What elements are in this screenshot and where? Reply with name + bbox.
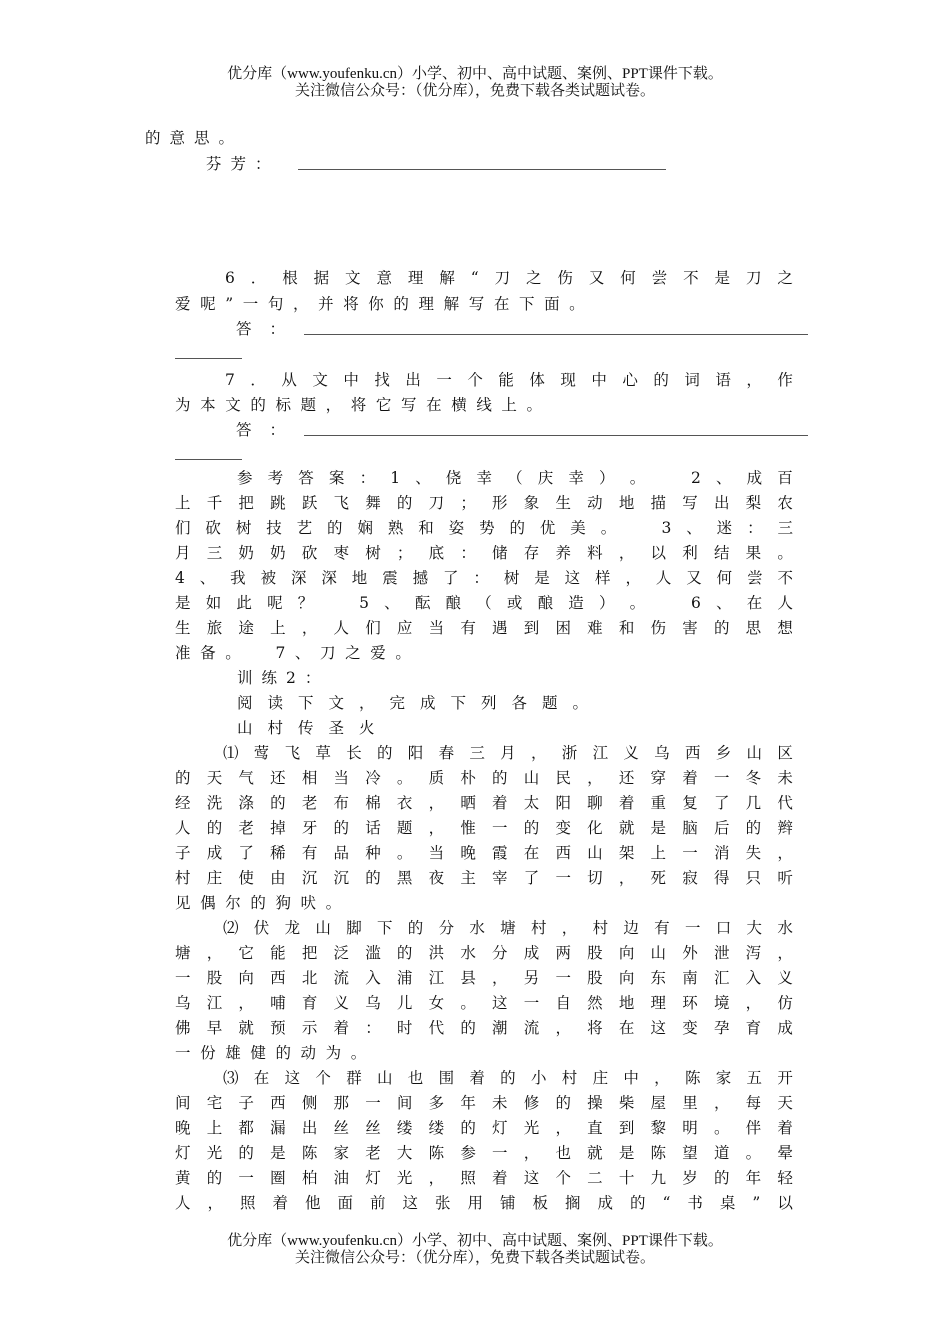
answers-line-3: 们 砍 树 技 艺 的 娴 熟 和 姿 势 的 优 美 。 3 、 迷 ： 三 [175, 519, 793, 537]
p1-line-5: 子 成 了 稀 有 品 种 。 当 晚 霞 在 西 山 架 上 一 消 失 ， [175, 844, 793, 862]
passage-title: 山村传圣火 [237, 719, 390, 737]
q7-answer-line-cont[interactable] [175, 459, 242, 460]
header-line-2: 关注微信公众号：（优分库），免费下载各类试题试卷。 [294, 83, 655, 99]
training-instruction: 阅读下文，完成下列各题。 [237, 694, 604, 712]
answers-line-6: 是 如 此 呢 ？ 5 、 酝 酿 （ 或 酿 造 ） 。 6 、 在 人 [175, 594, 793, 612]
p2-line-6: 一 份 雄 健 的 动 为 。 [175, 1044, 367, 1062]
q6-answer-line-cont[interactable] [175, 358, 242, 359]
p1-line-4: 人 的 老 掉 牙 的 话 题 ， 惟 一 的 变 化 就 是 脑 后 的 辫 [175, 819, 793, 837]
answers-line-4: 月 三 奶 奶 砍 枣 树 ； 底 ： 储 存 养 料 ， 以 利 结 果 。 [175, 544, 793, 562]
p1-line-1: ⑴ 莺 飞 草 长 的 阳 春 三 月 ， 浙 江 义 乌 西 乡 山 区 [223, 744, 793, 762]
q5-tail: 的意思。 [145, 129, 244, 147]
answers-line-2: 上 千 把 跳 跃 飞 舞 的 刀 ； 形 象 生 动 地 描 写 出 梨 农 [175, 494, 793, 512]
p2-line-3: 一 股 向 西 北 流 入 浦 江 县 ， 另 一 股 向 东 南 汇 入 义 [175, 969, 793, 987]
q7-line-1: 7 ． 从 文 中 找 出 一 个 能 体 现 中 心 的 词 语 ， 作 [225, 371, 793, 389]
q7-answer-label: 答： [236, 421, 304, 439]
answers-line-5: 4 、 我 被 深 深 地 震 撼 了 ： 树 是 这 样 ， 人 又 何 尝 不 [175, 569, 793, 587]
p3-line-5: 黄 的 一 圈 柏 油 灯 光 ， 照 着 这 个 二 十 九 岁 的 年 轻 [175, 1169, 793, 1187]
header-line-1: 优分库（www.youfenku.cn）小学、初中、高中试题、案例、PPT课件下载。 [227, 66, 723, 82]
p2-line-2: 塘 ， 它 能 把 泛 滥 的 洪 水 分 成 两 股 向 山 外 泄 泻 ， [175, 944, 793, 962]
p2-line-4: 乌 江 ， 哺 育 义 乌 儿 女 。 这 一 自 然 地 理 环 境 ， 仿 [175, 994, 793, 1012]
q6-answer-line[interactable] [304, 334, 808, 335]
page-footer [0, 1233, 950, 1267]
answers-line-1: 参 考 答 案 ： 1 、 侥 幸 （ 庆 幸 ） 。 2 、 成 百 [237, 469, 793, 487]
footer-line-1: 优分库（www.youfenku.cn）小学、初中、高中试题、案例、PPT课件下载。 [227, 1233, 723, 1249]
answers-line-7: 生 旅 途 上 ， 人 们 应 当 有 遇 到 困 难 和 伤 害 的 思 想 [175, 619, 793, 637]
q6-answer-label: 答： [236, 320, 304, 338]
q6-line-2: 爱 呢 ” 一 句 ， 并 将 你 的 理 解 写 在 下 面 。 [175, 295, 585, 313]
p3-line-2: 间 宅 子 西 侧 那 一 间 多 年 未 修 的 操 柴 屋 里 ， 每 天 [175, 1094, 793, 1112]
q5-answer-line[interactable] [298, 169, 666, 170]
answers-line-8: 准 备 。 7 、 刀 之 爱 。 [175, 644, 411, 662]
p3-line-1: ⑶ 在 这 个 群 山 也 围 着 的 小 村 庄 中 ， 陈 家 五 开 [223, 1069, 793, 1087]
p1-line-2: 的 天 气 还 相 当 冷 。 质 朴 的 山 民 ， 还 穿 着 一 冬 未 [175, 769, 793, 787]
p3-line-4: 灯 光 的 是 陈 家 老 大 陈 参 一 ， 也 就 是 陈 望 道 。 晕 [175, 1144, 793, 1162]
p1-line-7: 见 偶 尔 的 狗 吠 。 [175, 894, 342, 912]
q6-line-1: 6 ． 根 据 文 意 理 解 “ 刀 之 伤 又 何 尝 不 是 刀 之 [225, 269, 793, 287]
p3-line-3: 晚 上 都 漏 出 丝 丝 缕 缕 的 灯 光 ， 直 到 黎 明 。 伴 着 [175, 1119, 793, 1137]
p1-line-3: 经 洗 涤 的 老 布 棉 衣 ， 晒 着 太 阳 聊 着 重 复 了 几 代 [175, 794, 793, 812]
p2-line-5: 佛 早 就 预 示 着 ： 时 代 的 潮 流 ， 将 在 这 变 孕 育 成 [175, 1019, 793, 1037]
footer-line-2: 关注微信公众号：（优分库），免费下载各类试题试卷。 [294, 1250, 655, 1266]
page-header [0, 66, 950, 100]
training-label: 训练2： [237, 669, 330, 687]
p2-line-1: ⑵ 伏 龙 山 脚 下 的 分 水 塘 村 ， 村 边 有 一 口 大 水 [223, 919, 793, 937]
q7-line-2: 为 本 文 的 标 题 ， 将 它 写 在 横 线 上 。 [175, 396, 543, 414]
p1-line-6: 村 庄 使 由 沉 沉 的 黑 夜 主 宰 了 一 切 ， 死 寂 得 只 听 [175, 869, 793, 887]
q7-answer-line[interactable] [304, 435, 808, 436]
p3-line-6: 人 ， 照 着 他 面 前 这 张 用 铺 板 搁 成 的 “ 书 桌 ” 以 [175, 1194, 793, 1212]
q5-fenfang-label: 芬芳： [206, 155, 280, 173]
